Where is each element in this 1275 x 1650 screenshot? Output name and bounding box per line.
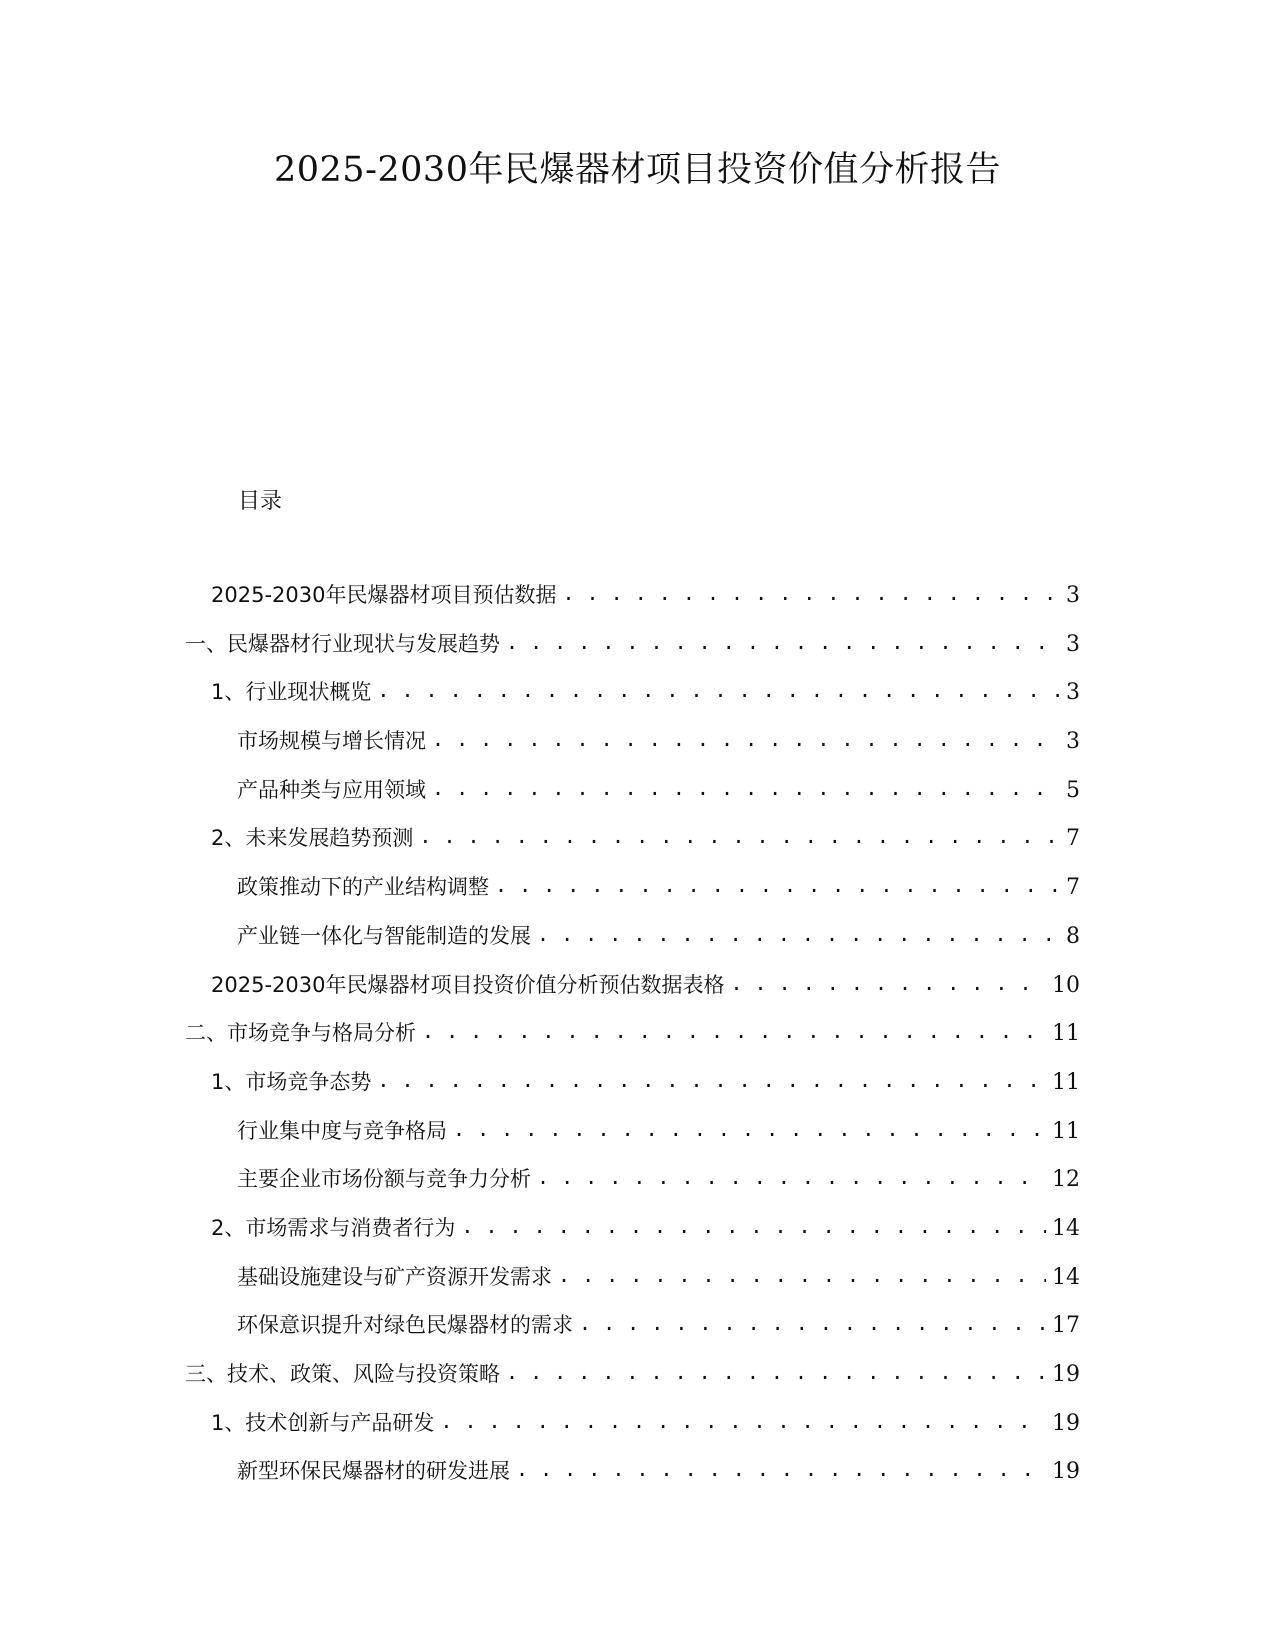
toc-page-number: 3 xyxy=(1066,729,1080,755)
toc-dot-leader xyxy=(562,578,1060,608)
toc-dot-leader xyxy=(730,968,1046,998)
toc-entry[interactable] xyxy=(185,1456,1080,1505)
toc-page-number: 3 xyxy=(1066,680,1080,706)
toc-entry[interactable] xyxy=(185,1116,1080,1165)
toc-entry[interactable] xyxy=(185,1408,1080,1457)
toc-entry-title: 产业链一体化与智能制造的发展 xyxy=(237,923,531,948)
toc-entry-title: 一、民爆器材行业现状与发展趋势 xyxy=(185,631,500,656)
toc-page-number: 7 xyxy=(1066,875,1080,901)
toc-page-number: 19 xyxy=(1052,1459,1080,1485)
toc-page-number: 8 xyxy=(1066,923,1080,949)
toc-page-number: 14 xyxy=(1052,1215,1080,1241)
toc-entry-title: 1、市场竞争态势 xyxy=(211,1069,372,1094)
toc-entry-title: 2025-2030年民爆器材项目投资价值分析预估数据表格 xyxy=(211,972,725,997)
toc-dot-leader xyxy=(537,919,1060,949)
toc-entry-title: 基础设施建设与矿产资源开发需求 xyxy=(237,1264,552,1289)
toc-dot-leader xyxy=(579,1308,1046,1338)
toc-dot-leader xyxy=(558,1260,1046,1290)
toc-page-number: 11 xyxy=(1052,1118,1080,1144)
toc-page-number: 19 xyxy=(1052,1410,1080,1436)
toc-entry-title: 三、技术、政策、风险与投资策略 xyxy=(185,1362,500,1386)
toc-entry[interactable] xyxy=(185,677,1080,726)
toc-entry[interactable] xyxy=(185,970,1080,1019)
toc-entry[interactable] xyxy=(185,1359,1080,1408)
toc-entry-title: 2、未来发展趋势预测 xyxy=(211,826,414,851)
toc-entry[interactable] xyxy=(185,775,1080,824)
toc-entry-title: 新型环保民爆器材的研发进展 xyxy=(237,1459,510,1484)
toc-entry-title: 行业集中度与竞争格局 xyxy=(237,1118,447,1143)
toc-dot-leader xyxy=(516,1454,1046,1484)
toc-entry[interactable] xyxy=(185,1310,1080,1359)
toc-entry[interactable] xyxy=(185,872,1080,921)
toc-dot-leader xyxy=(495,870,1060,900)
toc-entry-title: 环保意识提升对绿色民爆器材的需求 xyxy=(237,1313,573,1338)
toc-entry[interactable] xyxy=(185,629,1080,678)
toc-page-number: 19 xyxy=(1052,1362,1080,1387)
toc-entry[interactable] xyxy=(185,1164,1080,1213)
toc-page-number: 5 xyxy=(1066,777,1080,803)
toc-entry-title: 主要企业市场份额与竞争力分析 xyxy=(237,1167,531,1192)
toc-entry-title: 政策推动下的产业结构调整 xyxy=(237,875,489,900)
toc-dot-leader xyxy=(377,1065,1046,1095)
toc-entry[interactable] xyxy=(185,1067,1080,1116)
toc-dot-leader xyxy=(419,821,1060,851)
toc-dot-leader xyxy=(453,1114,1046,1144)
toc-entry[interactable] xyxy=(185,580,1080,629)
toc-page-number: 12 xyxy=(1052,1167,1080,1193)
toc-dot-leader xyxy=(537,1162,1046,1192)
toc-page-number: 17 xyxy=(1052,1313,1080,1339)
toc-page-number: 7 xyxy=(1066,826,1080,852)
toc-dot-leader xyxy=(432,773,1060,803)
toc-dot-leader xyxy=(432,724,1060,754)
toc-page-number: 11 xyxy=(1052,1069,1080,1095)
document-title: 2025-2030年民爆器材项目投资价值分析报告 xyxy=(274,150,1001,190)
toc-dot-leader xyxy=(506,1357,1046,1387)
toc-dot-leader xyxy=(422,1016,1046,1046)
toc-entry[interactable] xyxy=(185,1262,1080,1311)
toc-entry[interactable] xyxy=(185,823,1080,872)
toc-entry[interactable] xyxy=(185,726,1080,775)
toc-page-number: 3 xyxy=(1066,631,1080,657)
toc-entry-title: 2025-2030年民爆器材项目预估数据 xyxy=(211,583,557,607)
toc-dot-leader xyxy=(461,1211,1046,1241)
toc-entry[interactable] xyxy=(185,1018,1080,1067)
toc-heading: 目录 xyxy=(238,489,283,514)
toc-entry[interactable] xyxy=(185,921,1080,970)
toc-dot-leader xyxy=(506,627,1060,657)
toc-entry-title: 产品种类与应用领域 xyxy=(237,777,426,802)
toc-page-number: 14 xyxy=(1052,1264,1080,1290)
toc-page-number: 10 xyxy=(1052,972,1080,998)
toc-page-number: 11 xyxy=(1052,1021,1080,1047)
toc-page-number: 3 xyxy=(1066,583,1080,608)
toc-dot-leader xyxy=(377,675,1060,705)
toc-entry-title: 2、市场需求与消费者行为 xyxy=(211,1215,456,1240)
toc-entry-title: 市场规模与增长情况 xyxy=(237,729,426,754)
table-of-contents xyxy=(185,580,1080,1505)
toc-entry-title: 二、市场竞争与格局分析 xyxy=(185,1021,416,1046)
toc-entry[interactable] xyxy=(185,1213,1080,1262)
toc-dot-leader xyxy=(440,1406,1046,1436)
toc-entry-title: 1、行业现状概览 xyxy=(211,680,372,705)
toc-entry-title: 1、技术创新与产品研发 xyxy=(211,1410,435,1435)
